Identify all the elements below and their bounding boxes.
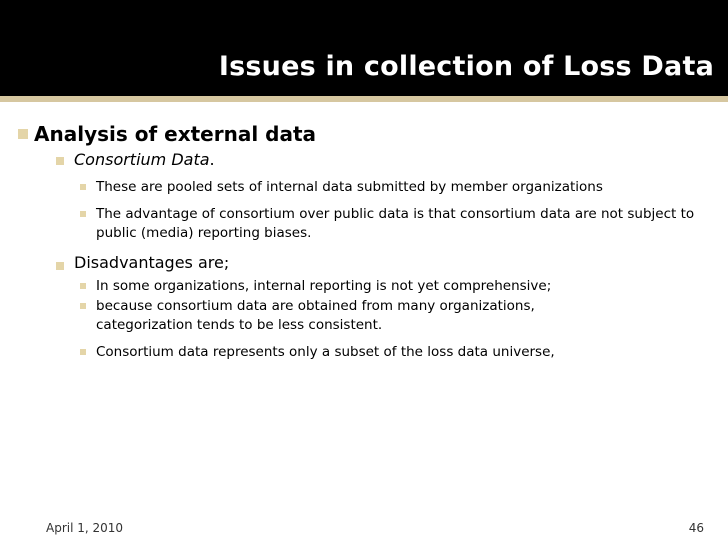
disadvantage-point: In some organizations, internal reporting is not yet comprehensive; bbox=[96, 278, 552, 294]
bullet-icon bbox=[18, 129, 28, 139]
bullet-icon bbox=[80, 303, 86, 309]
consortium-suffix: . bbox=[209, 150, 215, 169]
footer-date: April 1, 2010 bbox=[46, 521, 124, 535]
title-divider bbox=[0, 96, 728, 102]
title-bar bbox=[0, 0, 728, 96]
bullet-icon bbox=[56, 262, 64, 270]
consortium-point: The advantage of consortium over public data is that consortium data are not subject to public (media) reporting biases. bbox=[96, 206, 695, 241]
slide-number: 46 bbox=[688, 521, 704, 535]
bullet-icon bbox=[56, 157, 64, 165]
consortium-label: Consortium Data bbox=[74, 150, 210, 169]
bullet-icon bbox=[80, 211, 86, 217]
consortium-point: These are pooled sets of internal data submitted by member organizations bbox=[96, 179, 603, 195]
bullet-icon bbox=[80, 184, 86, 190]
subheading-consortium bbox=[74, 150, 215, 169]
bullet-icon bbox=[80, 283, 86, 289]
bullet-icon bbox=[80, 349, 86, 355]
heading-analysis: Analysis of external data bbox=[34, 122, 317, 146]
disadvantage-point: Consortium data represents only a subset of the loss data universe, bbox=[96, 344, 555, 360]
disadvantage-point: because consortium data are obtained from many organizations, categorization tends to be less consistent. bbox=[96, 298, 535, 333]
subheading-disadvantages: Disadvantages are; bbox=[74, 253, 230, 272]
slide-title: Issues in collection of Loss Data bbox=[218, 51, 714, 82]
